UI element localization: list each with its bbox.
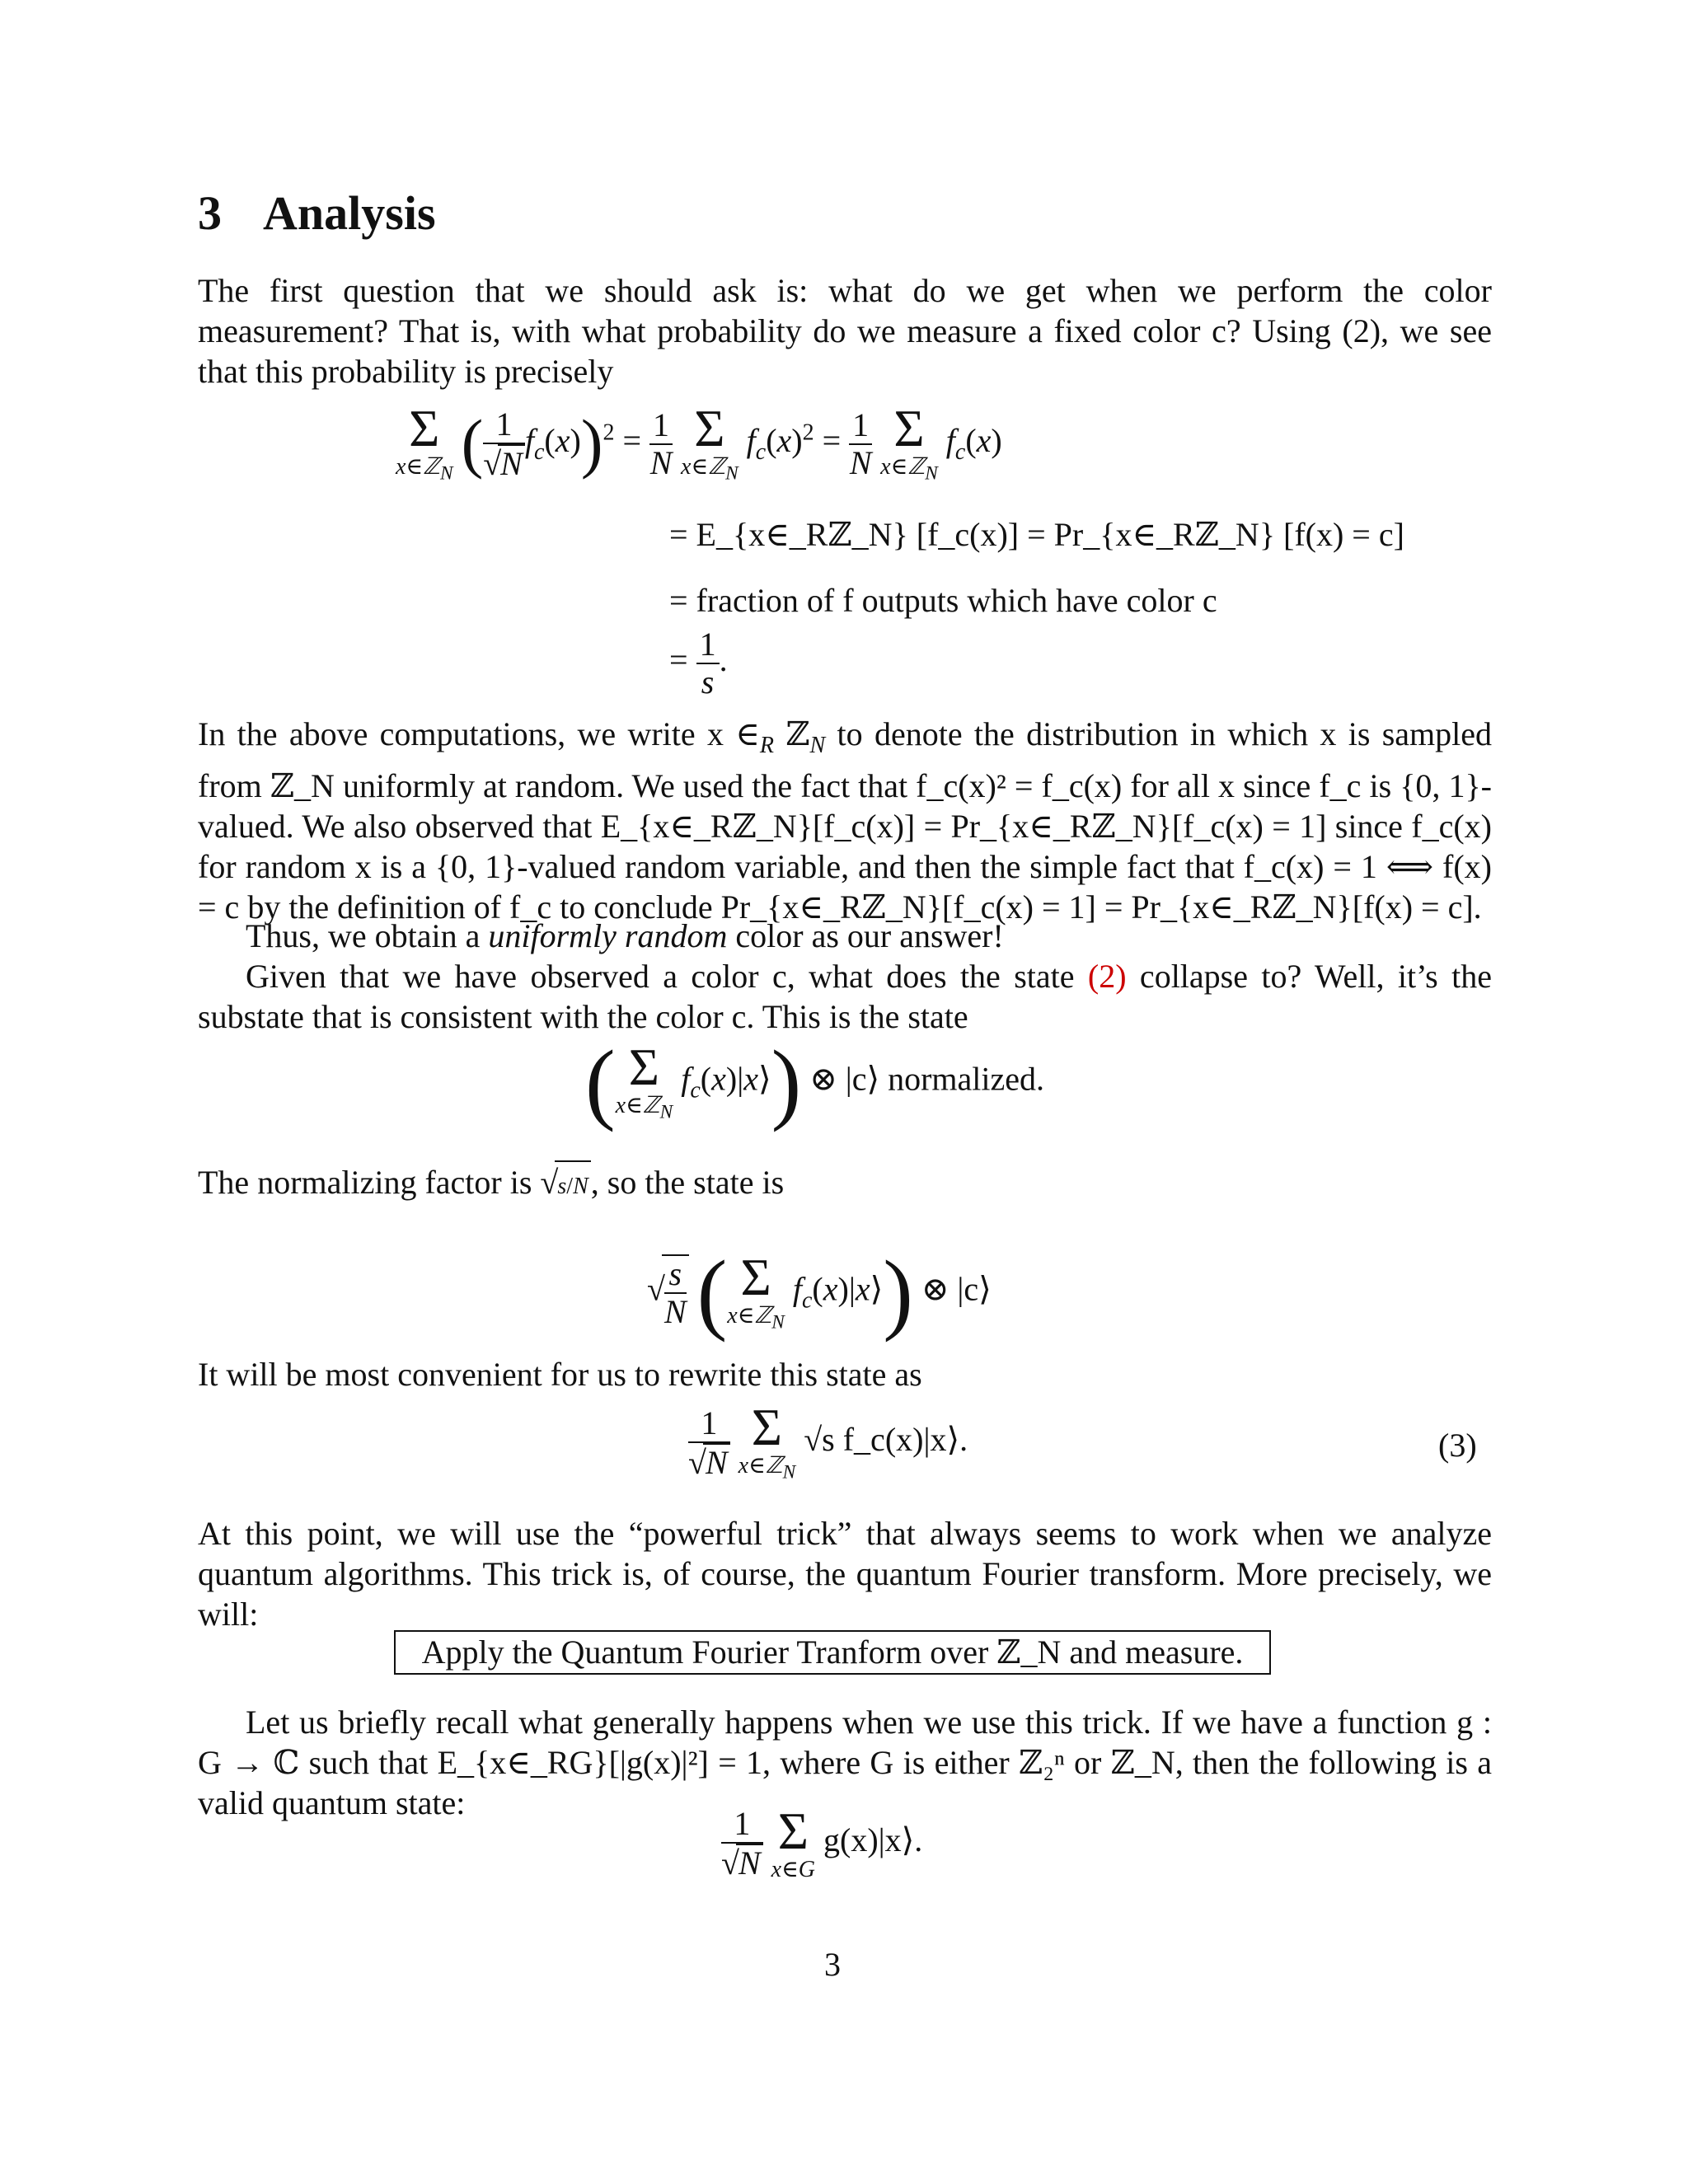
fraction: $\frac{1}{√N}$ xyxy=(483,406,525,482)
paragraph-1-text: The first question that we should ask is: what do we get when we perform the color measurement? That is, with what probability do we measure a fixed color c? Using (2), we see that this probability is precisely xyxy=(198,272,1492,390)
equation-reference[interactable]: (2) xyxy=(1087,958,1127,995)
paragraph-5: The normalizing factor is √s/N, so the state is xyxy=(198,1160,1492,1207)
boxed-instruction: Apply the Quantum Fourier Tranform over ℤ_N and measure. xyxy=(394,1630,1271,1675)
page-number: 3 xyxy=(824,1946,841,1983)
paragraph-7: At this point, we will use the “powerful trick” that always seems to work when we analyze quantum algorithms. This trick is, of course, the quantum Fourier transform. More precisely, we will: xyxy=(198,1515,1492,1633)
paragraph-4: Given that we have observed a color c, what does the state (2) collapse to? Well, it’s the substate that is consistent with the color c. This is the state xyxy=(198,958,1492,1035)
paragraph-8: Let us briefly recall what generally happens when we use this trick. If we have a function g : G → ℂ such that E_{x∈_RG}[|g(x)|²] = 1, where G is either ℤ₂ⁿ or ℤ_N, then the following is a valid quantum state: xyxy=(198,1704,1492,1821)
paragraph-1 xyxy=(198,270,1492,391)
paragraph-6: It will be most convenient for us to rewrite this state as xyxy=(198,1356,922,1393)
paragraph-2: In the above computations, we write x $\in_R$ ℤ$_N$ to denote the distribution in which x is sampled from ℤ_N uniformly at random. We used the fact that f_c(x)² = f_c(x) for all x since f_c is {0, 1}-valued. We also observed that E_{x∈_Rℤ_N}[f_c(x)] = Pr_{x∈_Rℤ_N}[f_c(x) = 1] since f_c(x) for random x is a {0, 1}-valued random variable, and then the simple fact that f_c(x) = 1 ⟺ f(x) = c by the definition of f_c to conclude Pr_{x∈_Rℤ_N}[f_c(x) = 1] = Pr_{x∈_Rℤ_N}[f(x) = c]. xyxy=(198,715,1493,926)
equation-5: $\frac{1}{√N}$ Σ x∈G g(x)|x⟩. xyxy=(721,1802,923,1882)
equation-2: ( Σ x∈ℤ$_N$ $f_c(x)|x⟩$) ⊗ |c⟩ normalized. xyxy=(585,1032,1045,1132)
equation-1-line-1: Σ x∈ℤ$_N$ ( $\frac{1}{√N}$ $f_c(x))^2$ = $\frac{1}{N}$ Σ x∈ℤ$_N$ $f_c(x)^2$ = $\frac{1}{N}$ Σ x∈ℤ$_N$ $f_c(x)$ xyxy=(396,399,1002,485)
equation-4: $\frac{1}{√N}$ Σ x∈ℤ$_N$ √s f_c(x)|x⟩. xyxy=(688,1398,968,1483)
section-heading xyxy=(198,185,436,241)
section-title: Analysis xyxy=(263,186,436,240)
equation-3: √ $\frac{s}{N}$ ( Σ x∈ℤ$_N$ $f_c(x)|x⟩$) ⊗ |c⟩ xyxy=(647,1242,992,1343)
equation-1-line-2: = E_{x∈_Rℤ_N} [f_c(x)] = Pr_{x∈_Rℤ_N} [f(x) = c] xyxy=(669,516,1404,553)
paragraph-3: Thus, we obtain a uniformly random color as our answer! xyxy=(246,917,1004,954)
sum-symbol: Σ x∈ℤ$_N$ xyxy=(396,399,453,485)
equation-1-line-3: = fraction of f outputs which have color c xyxy=(669,582,1217,619)
equation-1-line-4: = $\frac{1}{s}$ . xyxy=(669,626,728,701)
section-number: 3 xyxy=(198,186,222,240)
equation-number: (3) xyxy=(1438,1427,1477,1464)
